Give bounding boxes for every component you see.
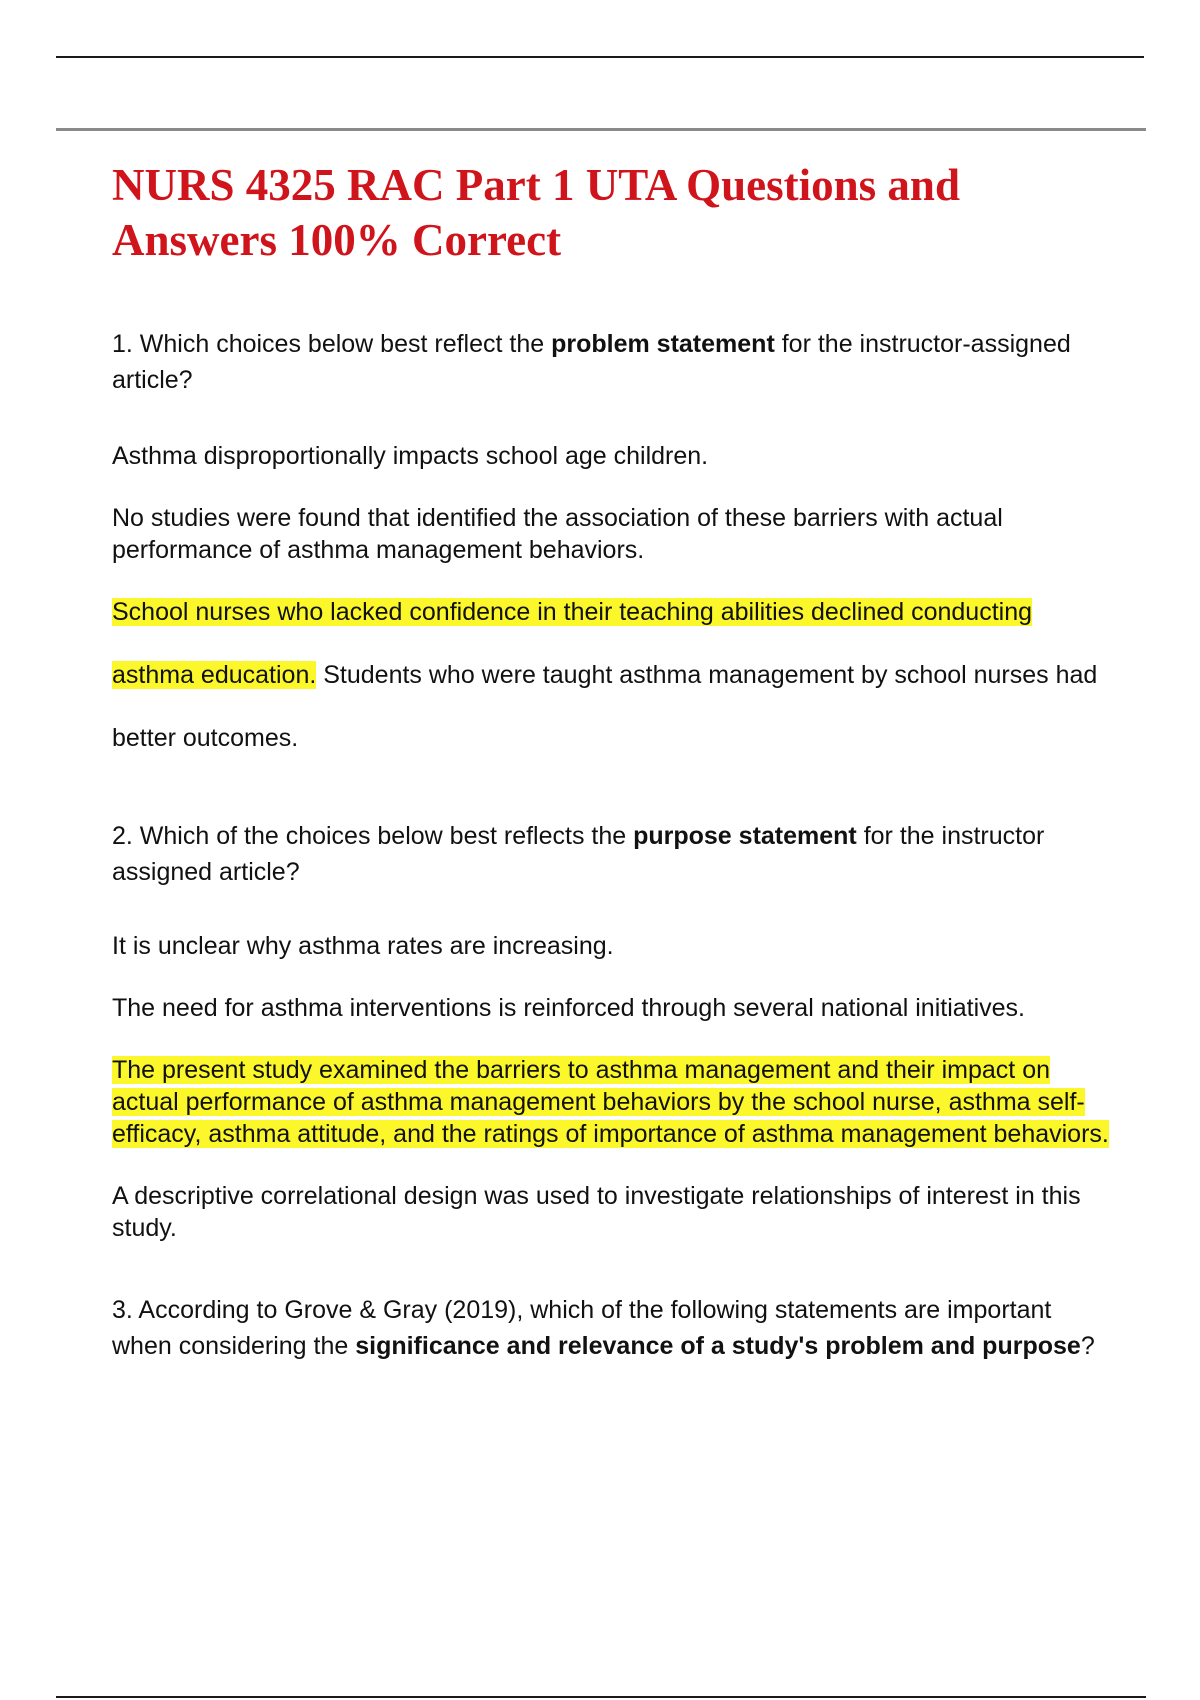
- question-3-suffix: ?: [1080, 1332, 1095, 1360]
- question-1-prefix: 1. Which choices below best reflect the: [112, 330, 552, 358]
- question-3-prefix: 3. According to Grove & Gray (2019), which of the following statements are important when considering the: [112, 1296, 1052, 1360]
- question-2-highlighted-answer: The present study examined the barriers to asthma management and their impact on actual performance of asthma management behaviors by the school nurse, asthma self-efficacy, asthma attitude, and the ratings of importance of asthma management behaviors.: [112, 1056, 1109, 1148]
- question-1-highlighted-answer: School nurses who lacked confidence in their teaching abilities declined conducting asthma education.: [112, 598, 1033, 689]
- question-1-answer-3: [112, 581, 1112, 770]
- document-title: NURS 4325 RAC Part 1 UTA Questions and Answers 100% Correct: [112, 160, 960, 265]
- top-rule: [56, 56, 1144, 58]
- question-2-suffix: for the instructor assigned article?: [112, 822, 1045, 886]
- question-2: [112, 818, 1112, 890]
- question-2-prefix: 2. Which of the choices below best reflects the: [112, 822, 634, 850]
- question-2-answer-4: A descriptive correlational design was used to investigate relationships of interest in this study.: [112, 1182, 1081, 1242]
- question-2-answer-3: [112, 1054, 1112, 1150]
- question-1-answer-1: Asthma disproportionally impacts school age children.: [112, 442, 709, 470]
- question-1: [112, 326, 1112, 398]
- question-2-answer-2: The need for asthma interventions is reinforced through several national initiatives.: [112, 994, 1026, 1022]
- question-3: [112, 1292, 1112, 1364]
- question-1-answer-4: Students who were taught asthma management by school nurses had better outcomes.: [112, 661, 1098, 752]
- question-2-keyword: purpose statement: [633, 822, 857, 850]
- question-2-answer-1: It is unclear why asthma rates are increasing.: [112, 932, 614, 960]
- question-3-keyword: significance and relevance of a study's problem and purpose: [355, 1332, 1081, 1360]
- header-rule: [56, 128, 1146, 131]
- question-1-keyword: problem statement: [551, 330, 775, 358]
- bottom-rule: [56, 1696, 1146, 1698]
- document-body: [112, 158, 1112, 1364]
- question-1-answer-2: No studies were found that identified the association of these barriers with actual performance of asthma management behaviors.: [112, 504, 1003, 564]
- question-1-suffix: for the instructor-assigned article?: [112, 330, 1071, 394]
